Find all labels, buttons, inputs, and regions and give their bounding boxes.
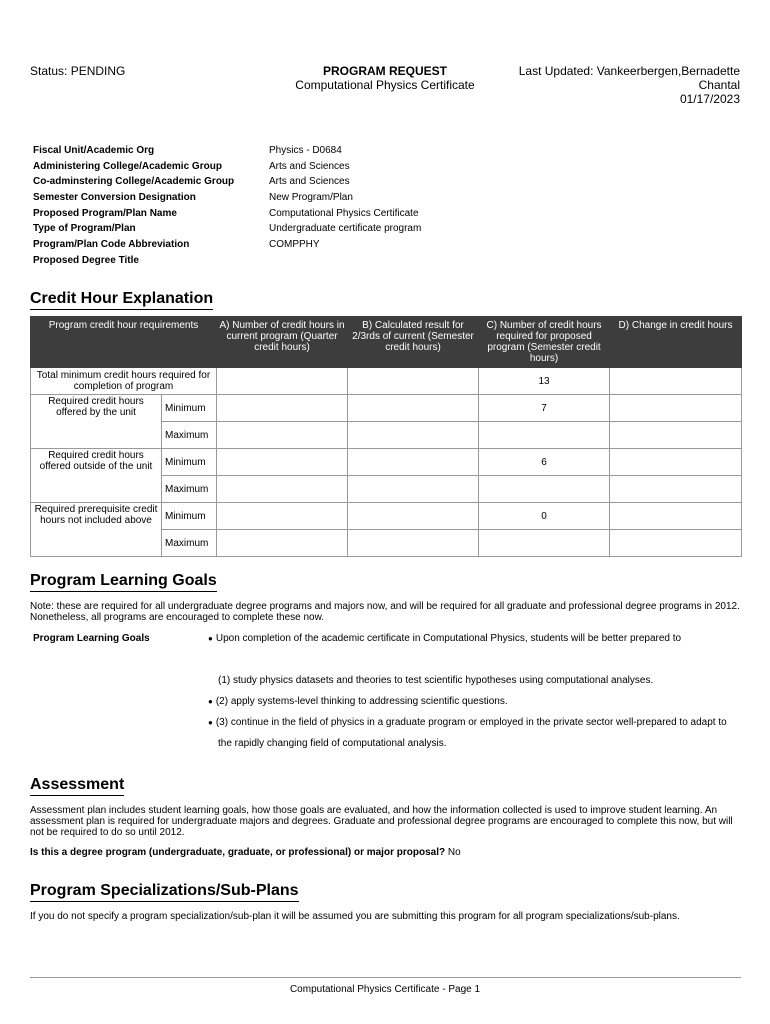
min-label: Minimum (162, 449, 217, 476)
total-c-value: 13 (479, 368, 610, 395)
col-header-requirements: Program credit hour requirements (31, 317, 217, 368)
info-row (33, 159, 421, 175)
last-updated-line1: Last Updated: Vankeerbergen,Bernadette (518, 64, 740, 78)
info-row (33, 221, 421, 237)
info-value: COMPPHY (269, 239, 320, 251)
info-value: Undergraduate certificate program (269, 223, 422, 235)
bullet-icon: ● (208, 634, 213, 643)
table-row (31, 503, 742, 530)
total-label: Total minimum credit hours required for completion of program (31, 368, 217, 395)
specializations-heading: Program Specializations/Sub-Plans (30, 882, 299, 902)
last-updated-date: 01/17/2023 (679, 92, 740, 106)
table-row (31, 368, 742, 395)
col-header-a: A) Number of credit hours in current program (Quarter credit hours) (217, 317, 348, 368)
bullet-icon: ● (208, 697, 213, 706)
info-label: Program/Plan Code Abbreviation (33, 239, 190, 251)
min-label: Minimum (162, 503, 217, 530)
prereq-min-c-value: 0 (479, 503, 610, 530)
outside-label: Required credit hours offered outside of the unit (31, 449, 162, 503)
last-updated (519, 64, 740, 106)
info-value: Arts and Sciences (269, 176, 350, 188)
col-header-d: D) Change in credit hours (610, 317, 742, 368)
outside-min-c-value: 6 (479, 449, 610, 476)
status-text: Status: PENDING (30, 64, 126, 78)
learning-goals-label: Program Learning Goals (33, 633, 150, 644)
goal-item: ● (2) apply systems-level thinking to addressing scientific questions. (208, 696, 508, 707)
bullet-icon: ● (208, 718, 213, 727)
document-title: PROGRAM REQUEST (322, 64, 447, 78)
document-subtitle: Computational Physics Certificate (295, 78, 475, 92)
goal-item: (1) study physics datasets and theories to test scientific hypotheses using computational analyses. (218, 675, 654, 686)
min-label: Minimum (162, 395, 217, 422)
table-row (31, 449, 742, 476)
assessment-question: Is this a degree program (undergraduate, graduate, or professional) or major proposal? (30, 847, 446, 858)
max-label: Maximum (162, 476, 217, 503)
goal-item: the rapidly changing field of computational analysis. (218, 738, 447, 749)
info-label: Semester Conversion Designation (33, 192, 196, 204)
page-footer: Computational Physics Certificate - Page 1 (289, 984, 481, 995)
goal-item: ● (3) continue in the field of physics in a graduate program or employed in the private sector well-prepared to adapt to (208, 717, 727, 728)
max-label: Maximum (162, 422, 217, 449)
info-row (33, 190, 421, 206)
assessment-heading: Assessment (30, 776, 124, 796)
info-label: Proposed Degree Title (33, 254, 139, 266)
info-value: Physics - D0684 (269, 145, 342, 156)
info-value: Computational Physics Certificate (269, 207, 419, 219)
credit-hour-table (30, 316, 742, 557)
table-row (31, 395, 742, 422)
info-row (33, 174, 421, 190)
info-label: Type of Program/Plan (33, 223, 136, 235)
info-row (33, 143, 421, 159)
learning-goals-heading: Program Learning Goals (30, 572, 217, 592)
info-row (33, 237, 421, 253)
footer-divider (30, 977, 741, 978)
goal-item: ● Upon completion of the academic certificate in Computational Physics, students will be better prepared to (208, 633, 682, 644)
info-row (33, 253, 421, 269)
assessment-answer: No (447, 847, 461, 858)
assessment-question-row (30, 847, 742, 858)
info-label: Fiscal Unit/Academic Org (33, 145, 155, 156)
learning-goals-note: Note: these are required for all undergraduate degree programs and majors now, and will be required for all graduate and professional degree programs in 2012. Nonetheless, all programs are encouraged to complete these now. (30, 601, 740, 623)
unit-min-c-value: 7 (479, 395, 610, 422)
info-label: Administering College/Academic Group (33, 160, 222, 172)
assessment-text: Assessment plan includes student learning goals, how those goals are evaluated, and how the information collected is used to improve student learning. An assessment plan is required for undergraduate majors and degrees. Graduate and professional degree programs are encouraged to complete this now, but will not be required to do so until 2012. (30, 805, 733, 838)
program-info (33, 143, 421, 269)
info-label: Co-adminstering College/Academic Group (33, 176, 235, 188)
specializations-text: If you do not specify a program specialization/sub-plan it will be assumed you are submitting this program for all program specializations/sub-plans. (30, 911, 680, 922)
info-row (33, 206, 421, 222)
credit-hour-heading: Credit Hour Explanation (30, 290, 213, 310)
col-header-b: B) Calculated result for 2/3rds of current (Semester credit hours) (348, 317, 479, 368)
prereq-label: Required prerequisite credit hours not included above (31, 503, 162, 557)
last-updated-line2: Chantal (698, 78, 740, 92)
info-value: New Program/Plan (269, 192, 353, 204)
max-label: Maximum (162, 530, 217, 557)
col-header-c: C) Number of credit hours required for proposed program (Semester credit hours) (479, 317, 610, 368)
info-value: Arts and Sciences (269, 160, 350, 172)
unit-label: Required credit hours offered by the unit (31, 395, 162, 449)
info-label: Proposed Program/Plan Name (33, 207, 177, 219)
